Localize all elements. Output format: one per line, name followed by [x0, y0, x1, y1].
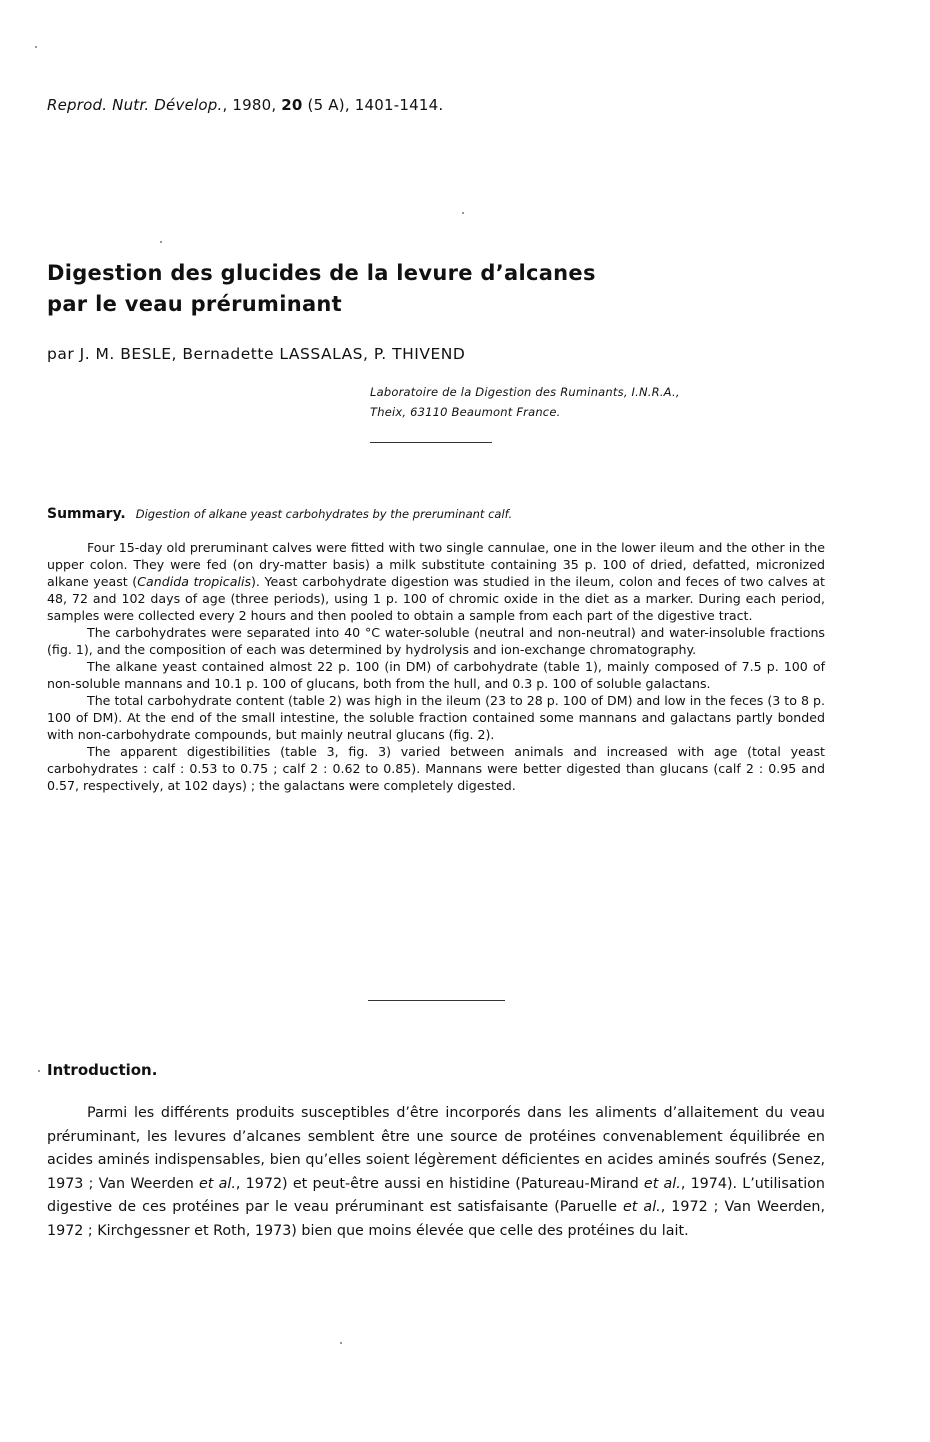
authors: par J. M. BESLE, Bernadette LASSALAS, P. THIVEND [47, 345, 466, 363]
journal-issue-pages: (5 A), 1401-1414. [307, 96, 444, 114]
title-line-1: Digestion des glucides de la levure d’alcanes [47, 261, 596, 285]
intro-text: , 1972) et peut-être aussi en histidine (Patureau-Mirand [235, 1175, 644, 1192]
divider-rule [368, 1000, 505, 1001]
title-line-2: par le veau préruminant [47, 292, 343, 316]
article-title [47, 258, 747, 320]
summary-paragraph: The apparent digestibilities (table 3, fig. 3) varied between animals and increased with age (total yeast carbohydrates : calf : 0.53 to 0.75 ; calf 2 : 0.62 to 0.85). Mannans were better digested than glucans (calf 2 : 0.95 and 0.57, respectively, at 102 days) ; the galactans were completely digested. [47, 744, 825, 793]
summary-paragraph: The total carbohydrate content (table 2) was high in the ileum (23 to 28 p. 100 of DM) and low in the feces (3 to 8 p. 100 of DM). At the end of the small intestine, the soluble fraction contained some mannans and galactans partly bonded with non-carbohydrate compounds, but mainly neutral glucans (fig. 2). [47, 693, 825, 742]
summary-text: ). Yeast carbohydrate digestion was studied in the ileum, colon and feces of two calves at 48, 72 and 102 days of age (three periods), using 1 p. 100 of chromic oxide in the diet as a marker. During each period, samples were collected every 2 hours and then pooled to obtain a sample from each part of the digestive tract. [47, 574, 825, 623]
introduction-body [47, 1102, 825, 1243]
scan-speck [35, 46, 37, 48]
intro-text: , 1972 ; Van Weerden, 1972 ; Kirchgessner et Roth, 1973) bien que moins élevée que celle des protéines du lait. [47, 1199, 825, 1239]
et-al: et al. [199, 1175, 236, 1192]
introduction-heading: Introduction. [47, 1061, 158, 1079]
journal-volume: 20 [281, 96, 303, 114]
et-al: et al. [623, 1199, 661, 1215]
journal-year: 1980 [232, 96, 272, 114]
divider-rule [370, 442, 492, 443]
summary-heading [47, 506, 512, 522]
intro-text: Parmi les différents produits susceptibles d’être incorporés dans les aliments d’allaitement du veau préruminant, les levures d’alcanes semblent être une source de protéines convenablement équilibrée en acides aminés indispensables, bien qu’elles soient légèrement déficientes en acides aminés soufrés (Senez, 1973 ; Van Weerden [47, 1105, 825, 1192]
summary-body [47, 539, 825, 794]
summary-paragraph: The carbohydrates were separated into 40 °C water-soluble (neutral and non-neutral) and water-insoluble fractions (fig. 1), and the composition of each was determined by hydrolysis and ion-exchange chromatography. [47, 625, 825, 657]
introduction-paragraph [47, 1102, 825, 1243]
affiliation-line-1: Laboratoire de la Digestion des Ruminants, I.N.R.A., [370, 385, 680, 399]
scan-speck [160, 241, 162, 243]
journal-name: Reprod. Nutr. Dévelop. [47, 96, 223, 114]
summary-paragraph: The alkane yeast contained almost 22 p. 100 (in DM) of carbohydrate (table 1), mainly composed of 7.5 p. 100 of non-soluble mannans and 10.1 p. 100 of glucans, both from the hull, and 0.3 p. 100 of soluble galactans. [47, 659, 825, 691]
journal-reference: Reprod. Nutr. Dévelop., 1980, 20 (5 A), 1401-1414. [47, 96, 444, 114]
summary-paragraph [47, 539, 825, 624]
scan-speck [38, 1070, 40, 1072]
affiliation-line-2: Theix, 63110 Beaumont France. [370, 405, 561, 419]
scan-speck [462, 212, 464, 214]
summary-text: Four 15-day old preruminant calves were fitted with two single cannulae, one in the lower ileum and the other in the upper colon. They were fed (on dry-matter basis) a milk substitute containing 35 p. 100 of dried, defatted, micronized alkane yeast ( [47, 540, 825, 589]
et-al: et al. [643, 1175, 681, 1192]
summary-english-title: Digestion of alkane yeast carbohydrates by the preruminant calf. [135, 507, 513, 521]
affiliation [370, 382, 680, 422]
species-name: Candida tropicalis [137, 574, 252, 589]
intro-text: , 1974). L’utilisation digestive de ces protéines par le veau préruminant est satisfaisante (Paruelle [47, 1175, 825, 1215]
scan-speck [340, 1342, 342, 1344]
summary-label: Summary. [47, 506, 126, 522]
